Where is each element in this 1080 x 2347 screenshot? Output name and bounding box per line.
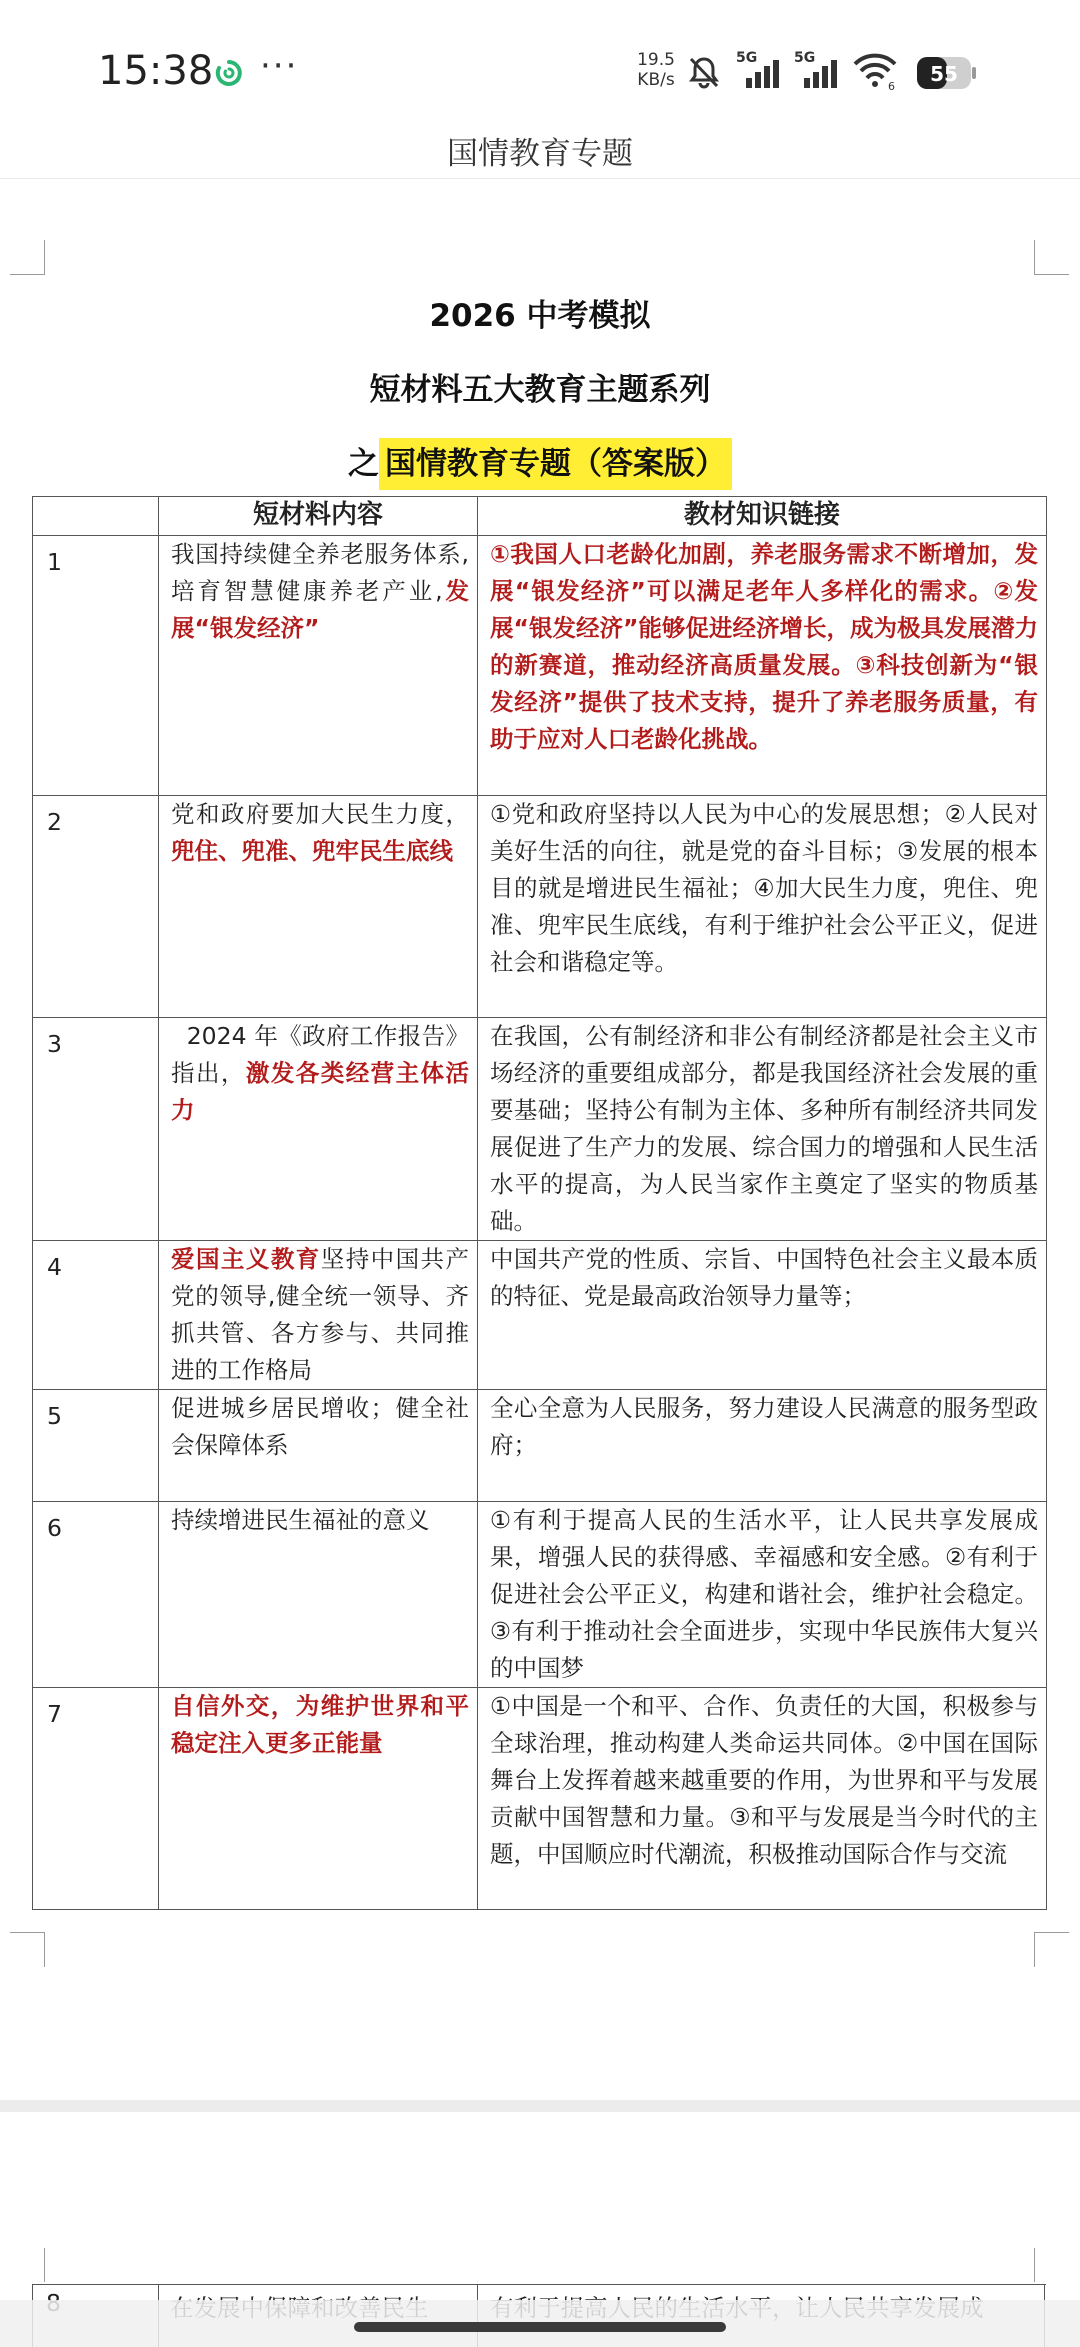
table-row [33,536,1047,796]
signal-icon [794,50,838,90]
status-bar [0,0,1080,140]
doc-title-line2: 短材料五大教育主题系列 [369,372,711,408]
material-cell [159,1688,478,1910]
material-text: 坚持中国共产党的领导,健全统一领导、齐抓共管、各方参与、共同推进的工作格局 [171,1245,470,1384]
knowledge-cell [478,536,1047,796]
material-text: 党和政府要加大民生力度， [171,800,469,828]
document-header-title: 国情教育专题 [447,136,633,172]
knowledge-cell: 中国共产党的性质、宗旨、中国特色社会主义最本质的特征、党是最高政治领导力量等； [478,1241,1047,1390]
net-speed-unit: KB/s [637,70,675,90]
svg-text:5G: 5G [794,50,816,66]
table-row [33,1018,1047,1241]
table-row [33,1688,1047,1910]
svg-text:55: 55 [930,62,958,86]
table-row [33,1390,1047,1502]
table-header-cell: 短材料内容 [159,497,478,536]
table-header-cell [33,497,159,536]
row-number: 3 [33,1018,159,1241]
crop-mark [10,1932,45,1967]
sync-icon [214,58,244,88]
row-number: 1 [33,536,159,796]
crop-mark [10,240,45,275]
material-emphasis: 自信外交，为维护世界和平稳定注入更多正能量 [171,1692,469,1757]
material-cell [159,1018,478,1241]
material-text: 2024 年《政府工作报告》指出， [171,1022,469,1087]
signal-icon [736,50,780,90]
table-row [33,1241,1047,1390]
material-text: 我国持续健全养老服务体系,培育智慧健康养老产业, [171,540,469,605]
material-cell: 持续增进民生福祉的意义 [159,1502,478,1688]
net-speed-value: 19.5 [637,50,675,70]
mute-bell-icon [686,54,722,90]
crop-mark [10,2248,45,2282]
knowledge-cell: ①中国是一个和平、合作、负责任的大国，积极参与全球治理，推动构建人类命运共同体。②中国在国际舞台上发挥着越来越重要的作用，为世界和平与发展贡献中国智慧和力量。③和平与发展是当今时代的主题，中国顺应时代潮流，积极推动国际合作与交流 [478,1688,1047,1910]
row-number: 4 [33,1241,159,1390]
doc-title-line1: 2026 中考模拟 [429,298,651,334]
battery-icon [916,56,978,90]
home-gesture-handle[interactable] [354,2322,726,2332]
svg-text:5G: 5G [736,50,758,66]
material-emphasis: 发展“银发经济” [171,577,469,642]
knowledge-cell: ①有利于提高人民的生活水平，让人民共享发展成果，增强人民的获得感、幸福感和安全感。②有利于促进社会公平正义，构建和谐社会，维护社会稳定。③有利于推动社会全面进步，实现中华民族伟大复兴的中国梦 [478,1502,1047,1688]
row-number: 7 [33,1688,159,1910]
page-gap [0,2100,1080,2112]
more-notifications-icon: ··· [260,46,299,86]
table-header-cell: 教材知识链接 [478,497,1047,536]
row-number: 2 [33,796,159,1018]
crop-mark [1034,1932,1069,1967]
material-emphasis: 爱国主义教育 [171,1245,321,1273]
status-icons [686,50,898,90]
divider [0,178,1080,179]
doc-title-highlight: 国情教育专题（答案版） [379,438,732,490]
row-number: 6 [33,1502,159,1688]
doc-title-line3 [0,438,1080,483]
net-speed [634,50,678,90]
material-cell [159,796,478,1018]
knowledge-cell: 在我国，公有制经济和非公有制经济都是社会主义市场经济的重要组成部分，都是我国经济社会发展的重要基础；坚持公有制为主体、多种所有制经济共同发展促进了生产力的发展、综合国力的增强和人民生活水平的提高，为人民当家作主奠定了坚实的物质基础。 [478,1018,1047,1241]
crop-mark [1034,2248,1069,2282]
wifi-icon [852,50,898,90]
table-row [33,1502,1047,1688]
material-cell: 促进城乡居民增收；健全社会保障体系 [159,1390,478,1502]
table-row [33,796,1047,1018]
status-time: 15:38 [98,48,214,94]
document-page [0,180,1080,2100]
knowledge-cell: 全心全意为人民服务，努力建设人民满意的服务型政府； [478,1390,1047,1502]
knowledge-cell: ①党和政府坚持以人民为中心的发展思想；②人民对美好生活的向往，就是党的奋斗目标；③发展的根本目的就是增进民生福祉；④加大民生力度，兜住、兜准、兜牢民生底线，有利于维护社会公平正义，促进社会和谐稳定等。 [478,796,1047,1018]
topic-table [32,496,1047,1910]
material-emphasis: 兜住、兜准、兜牢民生底线 [171,837,453,865]
doc-title-prefix: 之 [348,446,379,482]
material-cell [159,536,478,796]
material-cell [159,1241,478,1390]
knowledge-emphasis: ①我国人口老龄化加剧，养老服务需求不断增加，发展“银发经济”可以满足老年人多样化的需求。②发展“银发经济”能够促进经济增长，成为极具发展潜力的新赛道，推动经济高质量发展。③科技创新为“银发经济”提供了技术支持，提升了养老服务质量，有助于应对人口老龄化挑战。 [490,540,1038,753]
row-number: 5 [33,1390,159,1502]
svg-text:6: 6 [888,80,895,90]
crop-mark [1034,240,1069,275]
table-header-row [33,497,1047,536]
material-emphasis: 激发各类经营主体活力 [171,1059,470,1124]
